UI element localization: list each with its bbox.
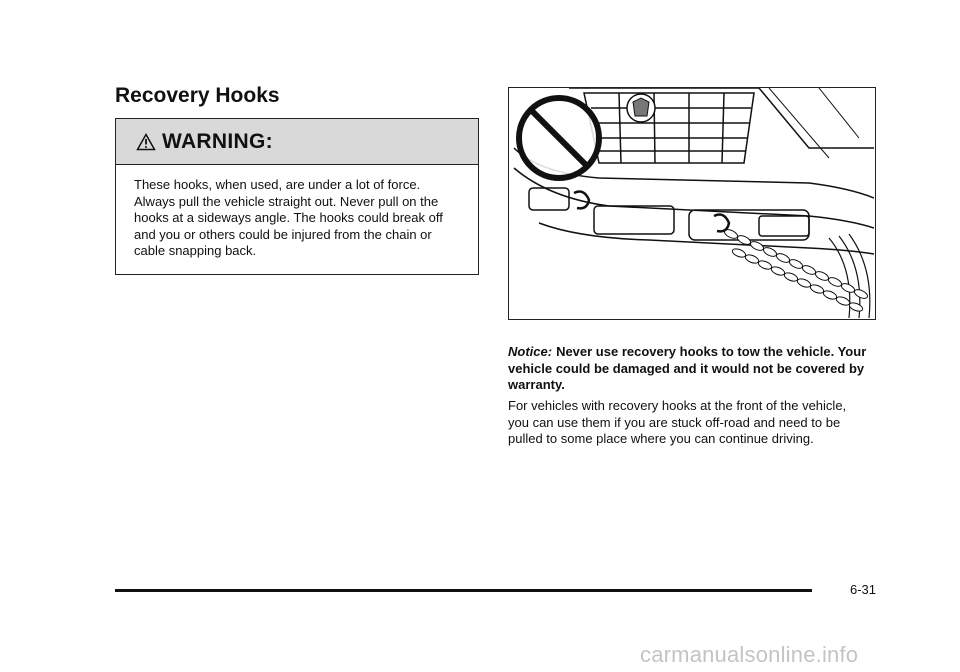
recovery-hook-illustration <box>508 87 876 320</box>
section-heading: Recovery Hooks <box>115 84 280 107</box>
watermark: carmanualsonline.info <box>640 642 859 667</box>
warning-text: These hooks, when used, are under a lot of force. Always pull the vehicle straight out. Never pull on the hooks at a sideways angle. The hooks could break off and you or others could be injured from the chain or cable snapping back. <box>134 177 443 258</box>
footer-rule <box>115 589 812 592</box>
notice-label: Notice: <box>508 344 553 359</box>
notice-text: Never use recovery hooks to tow the vehicle. Your vehicle could be damaged and it would not be covered by warranty. <box>508 344 867 392</box>
grille <box>584 93 754 163</box>
warning-box <box>115 118 479 275</box>
warning-title: WARNING: <box>162 129 273 153</box>
warning-triangle-icon <box>136 133 156 151</box>
notice-paragraph <box>508 344 868 394</box>
warning-header <box>116 119 478 165</box>
page-number: 6-31 <box>850 582 877 597</box>
emblem <box>627 94 655 122</box>
prohibited-icon <box>519 98 599 178</box>
body-paragraph: For vehicles with recovery hooks at the front of the vehicle, you can use them if you are stuck off-road and need to be pulled to some place where you can continue driving. <box>508 398 847 446</box>
recovery-hook <box>714 215 729 232</box>
